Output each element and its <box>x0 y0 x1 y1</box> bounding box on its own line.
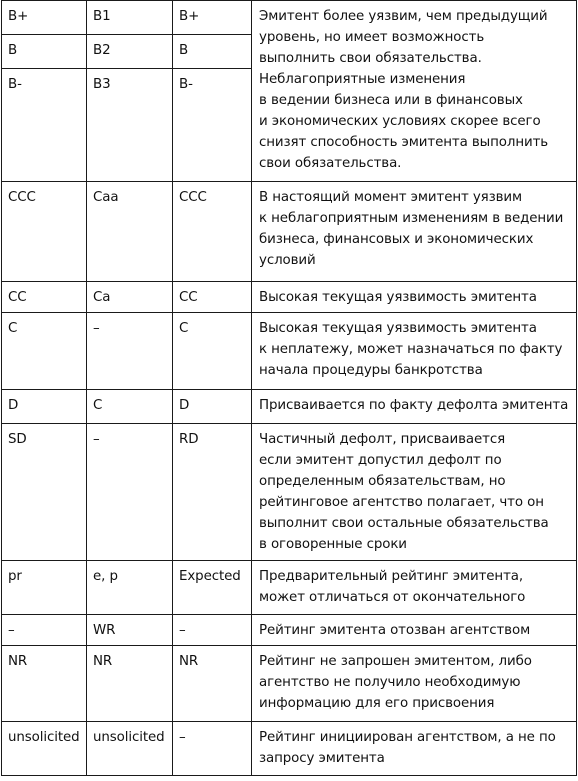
table-row <box>2 722 577 776</box>
table-row <box>2 282 577 313</box>
table-cell: CC <box>173 282 252 313</box>
table-cell: NR <box>87 646 173 722</box>
table-cell: B2 <box>87 35 173 69</box>
description-cell: Рейтинг эмитента отозван агентством <box>252 615 577 646</box>
description-cell: Высокая текущая уязвимость эмитента <box>252 282 577 313</box>
table-row <box>2 313 577 390</box>
table-cell: CC <box>2 282 87 313</box>
description-cell: Частичный дефолт, присваивается если эмитент допустил дефолт по определенным обязательствам, но рейтинговое агентство полагает, что он выполнит свои остальные обязательства в оговоренные сроки <box>252 424 577 561</box>
table-cell: unsolicited <box>87 722 173 776</box>
table-cell: CCC <box>173 182 252 282</box>
table-cell: B1 <box>87 1 173 35</box>
table-cell: B- <box>173 69 252 182</box>
table-cell: – <box>87 313 173 390</box>
table-cell: B <box>173 35 252 69</box>
table-cell: Expected <box>173 561 252 615</box>
table-cell: RD <box>173 424 252 561</box>
table-cell: NR <box>2 646 87 722</box>
table-cell: NR <box>173 646 252 722</box>
table-cell: – <box>173 615 252 646</box>
table-cell: unsolicited <box>2 722 87 776</box>
table-cell: B3 <box>87 69 173 182</box>
table-cell: Ca <box>87 282 173 313</box>
table-row <box>2 561 577 615</box>
table-cell: B- <box>2 69 87 182</box>
table-cell: C <box>173 313 252 390</box>
credit-rating-table <box>1 0 577 776</box>
description-cell: Присваивается по факту дефолта эмитента <box>252 390 577 424</box>
table-row <box>2 424 577 561</box>
table-row <box>2 1 577 35</box>
table-row <box>2 646 577 722</box>
description-cell: В настоящий момент эмитент уязвим к неблагоприятным изменениям в ведении бизнеса, финансовых и экономических условий <box>252 182 577 282</box>
table-cell: B <box>2 35 87 69</box>
table-cell: – <box>173 722 252 776</box>
table-cell: C <box>87 390 173 424</box>
table-row <box>2 615 577 646</box>
table-cell: e, p <box>87 561 173 615</box>
table-cell: C <box>2 313 87 390</box>
table-cell: pr <box>2 561 87 615</box>
table-cell: – <box>2 615 87 646</box>
table-cell: – <box>87 424 173 561</box>
table-cell: CCC <box>2 182 87 282</box>
table-cell: B+ <box>173 1 252 35</box>
description-cell: Рейтинг не запрошен эмитентом, либо агентство не получило необходимую информацию для его присвоения <box>252 646 577 722</box>
table-row <box>2 182 577 282</box>
table-cell: B+ <box>2 1 87 35</box>
table-cell: WR <box>87 615 173 646</box>
table-cell: SD <box>2 424 87 561</box>
table-cell: D <box>2 390 87 424</box>
table-body <box>2 1 577 776</box>
table-cell: Caa <box>87 182 173 282</box>
description-cell: Высокая текущая уязвимость эмитента к неплатежу, может назначаться по факту начала процедуры банкротства <box>252 313 577 390</box>
description-cell: Рейтинг инициирован агентством, а не по запросу эмитента <box>252 722 577 776</box>
description-cell: Эмитент более уязвим, чем предыдущий уровень, но имеет возможность выполнить свои обязательства. Неблагоприятные изменения в ведении бизнеса или в финансовых и экономических условиях скорее всего снизят способность эмитента выполнить свои обязательства. <box>252 1 577 182</box>
description-cell: Предварительный рейтинг эмитента, может отличаться от окончательного <box>252 561 577 615</box>
table-row <box>2 390 577 424</box>
table-cell: D <box>173 390 252 424</box>
